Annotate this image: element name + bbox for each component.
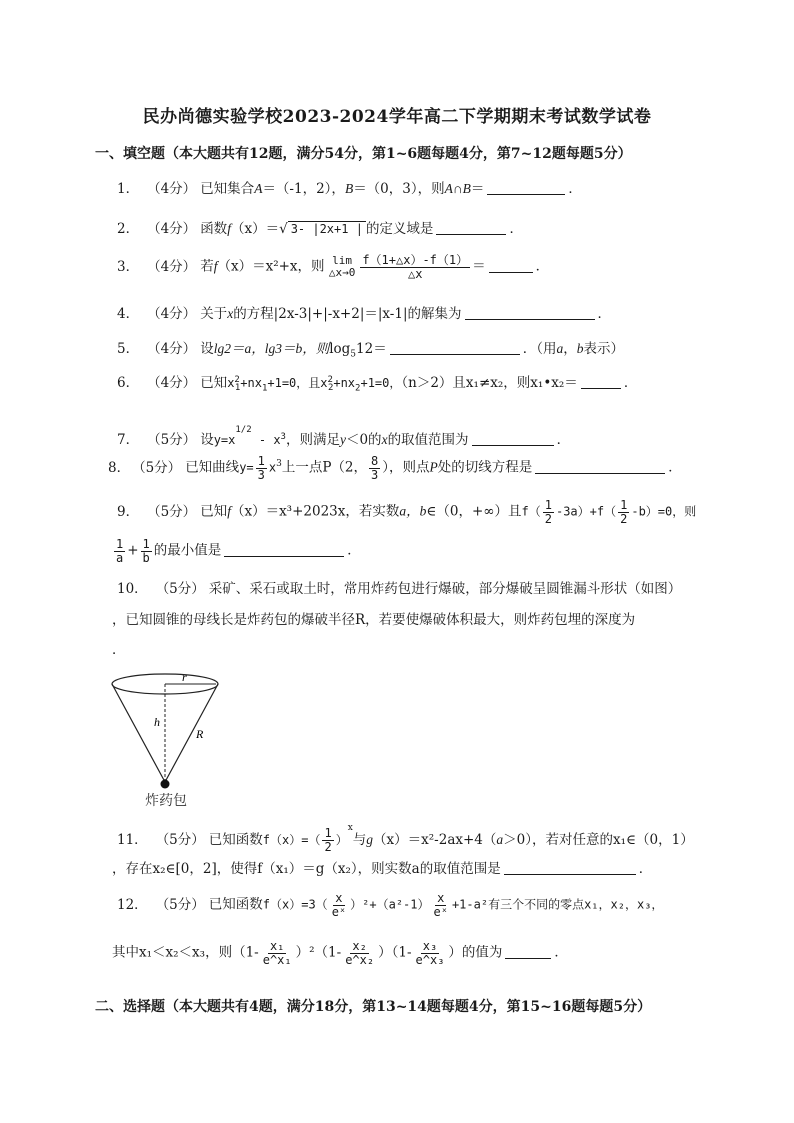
explosive-dot: [161, 780, 170, 789]
cone-side-left: [112, 684, 165, 782]
question-8: 8． （5分） 已知曲线y= $\frac{1}{3}$ $x^3$上一点P（2， $\frac{8}{3}$ ），则点P处的切线方程是 ．: [108, 454, 682, 482]
answer-blank[interactable]: [224, 544, 344, 557]
question-2: 2． （4分） 函数f（x）＝√ 3- |2x+1 | 的定义域是 ．: [117, 221, 523, 237]
fraction: $\frac{1}{2}$: [620, 498, 628, 526]
answer-blank[interactable]: [505, 946, 551, 959]
answer-blank[interactable]: [465, 307, 595, 320]
fraction: $\frac{\text{x₁}}{\text{e\textasciicircum{}x₁}}$: [262, 939, 292, 967]
question-11: 11． （5分） 已知函数f（x）=（ $\frac{1}{2}$ ）$^x$与g（x）＝x²-2ax+4（a＞0），若对任意的x₁∈（0，1）: [117, 823, 694, 854]
answer-blank[interactable]: [487, 182, 565, 195]
limit-expression: lim △x→0: [328, 254, 356, 280]
answer-blank[interactable]: [472, 433, 554, 446]
cone-side-right: [165, 684, 218, 782]
fraction: $\frac{8}{3}$: [371, 454, 379, 482]
question-10: 10． （5分） 采矿、采石或取土时，常用炸药包进行爆破，部分爆破呈圆锥漏斗形状（如图）: [117, 581, 682, 597]
fraction: $\frac{f(1+\triangle x)-f(1)}{\triangle x}$: [362, 253, 469, 281]
fraction: $\frac{1}{2}$: [324, 826, 332, 854]
section-header-choice: 二、选择题（本大题共有4题，满分18分，第13~14题每题4分，第15~16题每题5分）: [95, 999, 652, 1015]
page-title: 民办尚德实验学校2023-2024学年高二下学期期末考试数学试卷: [142, 107, 652, 127]
question-12: 12． （5分） 已知函数f（x）=3（ $\frac{x}{\text{eˣ}}$ ）²+（a²-1） $\frac{x}{\text{eˣ}}$ +1-a²有三个不同的零点x₁，x₂，x₃，: [117, 891, 664, 919]
answer-blank[interactable]: [489, 260, 533, 273]
section-header-fill-in: 一、填空题（本大题共有12题，满分54分，第1~6题每题4分，第7~12题每题5分）: [95, 146, 632, 162]
fraction: $\frac{x}{\text{eˣ}}$: [433, 891, 448, 919]
cone-figure: [108, 668, 238, 793]
label-h: h: [154, 715, 160, 729]
question-9-cont: $\frac{1}{a}$ + $\frac{1}{b}$ 的最小值是 ．: [116, 537, 361, 565]
answer-blank[interactable]: [581, 376, 621, 389]
question-5: 5． （4分） 设lg2＝a，lg3＝b，则$\log_512=$ ．（用a，b表示）: [117, 341, 624, 360]
fraction: $\frac{1}{3}$: [257, 454, 265, 482]
figure-caption: 炸药包: [145, 793, 187, 809]
fraction: $\frac{1}{2}$: [544, 498, 552, 526]
fraction: $\frac{\text{x₂}}{\text{e\textasciicircum{}x₂}}$: [345, 939, 375, 967]
question-7: 7． （5分） 设$y=x^{1/2} - x^3$，则满足y＜0的x的取值范围为 ．: [117, 425, 571, 448]
fraction: $\frac{\text{x₃}}{\text{e\textasciicircum{}x₃}}$: [415, 939, 445, 967]
question-4: 4． （4分） 关于x的方程|2x-3|+|-x+2|＝|x-1|的解集为 ．: [117, 306, 612, 322]
answer-blank[interactable]: [390, 342, 520, 355]
question-9: 9． （5分） 已知f（x）＝x³+2023x，若实数a，b∈（0，+∞）且f（ $\frac{1}{2}$ -3a）+f（ $\frac{1}{2}$ -b）=0，则: [117, 498, 697, 526]
fraction: $\frac{x}{\text{eˣ}}$: [331, 891, 347, 919]
fraction: $\frac{1}{a}$: [116, 537, 124, 565]
question-1: 1． （4分） 已知集合A＝（-1，2），B＝（0，3），则A∩B＝ ．: [117, 181, 582, 197]
answer-blank[interactable]: [436, 222, 506, 235]
question-11-cont: ，存在x₂∈[0，2]，使得f（x₁）＝g（x₂），则实数a的取值范围是 ．: [112, 861, 653, 877]
answer-blank[interactable]: [504, 862, 636, 875]
question-10-cont: ，已知圆锥的母线长是炸药包的爆破半径R，若要使爆破体积最大，则炸药包埋的深度为: [112, 612, 636, 628]
question-10-end: ．: [112, 642, 126, 658]
label-r: r: [182, 670, 187, 684]
fraction: $\frac{1}{b}$: [142, 537, 150, 565]
question-3: 3． （4分） 若f（x）＝x²+x，则 lim △x→0 $\frac{f(1+\triangle x)-f(1)}{\triangle x}$ ＝ ．: [117, 253, 550, 281]
answer-blank[interactable]: [535, 461, 665, 474]
question-12-cont: 其中x₁＜x₂＜x₃，则（1- $\frac{\text{x₁}}{\text{e\textasciicircum{}x₁}}$ ）²（1- $\frac{\text{x₂}}{\text{e\textasciicircum{}x₂}}$ ）（1- $\frac{\text{x₃}}{\text{e\textasciicircum{}x₃}}$ ）的值为 ．: [112, 939, 568, 967]
question-6: 6． （4分） 已知$x^2_1+nx_1+1=0$，且$x^2_2+nx_2+1=0$，（n＞2）且x₁≠x₂，则x₁•x₂＝ ．: [117, 375, 638, 394]
label-R: R: [196, 727, 204, 741]
